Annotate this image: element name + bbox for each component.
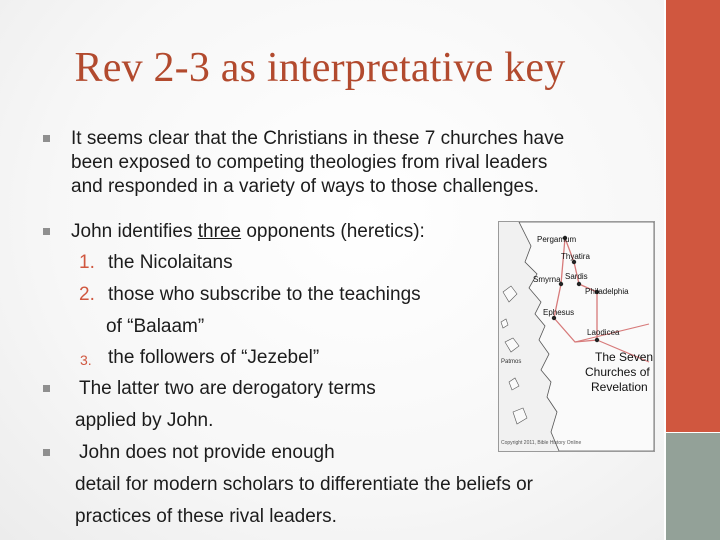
map-copyright: Copyright 2011, Bible History Online [501, 440, 582, 446]
map-city-label: Smyrna [533, 275, 561, 284]
bullet1-line1: It seems clear that the Christians in these 7 churches have [71, 128, 565, 149]
opponent-text: the Nicolaitans [108, 252, 233, 273]
bullet3-line1: The latter two are derogatory terms [79, 378, 376, 399]
map-city-label: Patmos [501, 359, 522, 365]
opponent-text-continued: of “Balaam” [106, 316, 205, 337]
bullet1-line3: and responded in a variety of ways to those challenges. [71, 176, 539, 197]
opponent-number: 1. [79, 252, 95, 273]
map-city-label: Pergamum [537, 235, 577, 244]
bullet3-line2: applied by John. [75, 410, 214, 431]
bullet1-line2: been exposed to competing theologies from rival leaders [71, 152, 548, 173]
bullet2-emphasis: three [197, 221, 242, 242]
seven-churches-map [498, 221, 655, 452]
bullet-square-icon [43, 228, 50, 235]
map-city-label: Ephesus [543, 308, 575, 317]
bullet-square-icon [43, 385, 50, 392]
gray-side-bar [666, 433, 720, 540]
map-caption: The Seven [595, 350, 654, 364]
map-caption: Revelation [591, 380, 648, 394]
opponent-text: the followers of “Jezebel” [108, 347, 320, 368]
bullet2-prefix: John identifies [71, 221, 198, 242]
map-city-label: Thyatira [561, 252, 590, 261]
map-city-label: Philadelphia [585, 287, 629, 296]
accent-side-bar [666, 0, 720, 432]
bullet2-line [71, 221, 425, 243]
bullet2-suffix: opponents (heretics): [241, 221, 425, 242]
opponent-number: 2. [79, 284, 95, 305]
bullet-square-icon [43, 135, 50, 142]
map-city-label: Laodicea [587, 328, 620, 337]
slide-title: Rev 2-3 as interpretative key [74, 45, 566, 91]
bullet4-line3: practices of these rival leaders. [75, 506, 337, 527]
map-city-label: Sardis [565, 272, 588, 281]
opponent-text: those who subscribe to the teachings [108, 284, 421, 305]
map-caption: Churches of [585, 365, 650, 379]
bullet4-line2: detail for modern scholars to differentiate the beliefs or [75, 474, 534, 495]
map-drawing [499, 222, 654, 451]
bullet4-line1: John does not provide enough [79, 442, 335, 463]
bullet-square-icon [43, 449, 50, 456]
opponent-number: 3. [80, 352, 92, 368]
